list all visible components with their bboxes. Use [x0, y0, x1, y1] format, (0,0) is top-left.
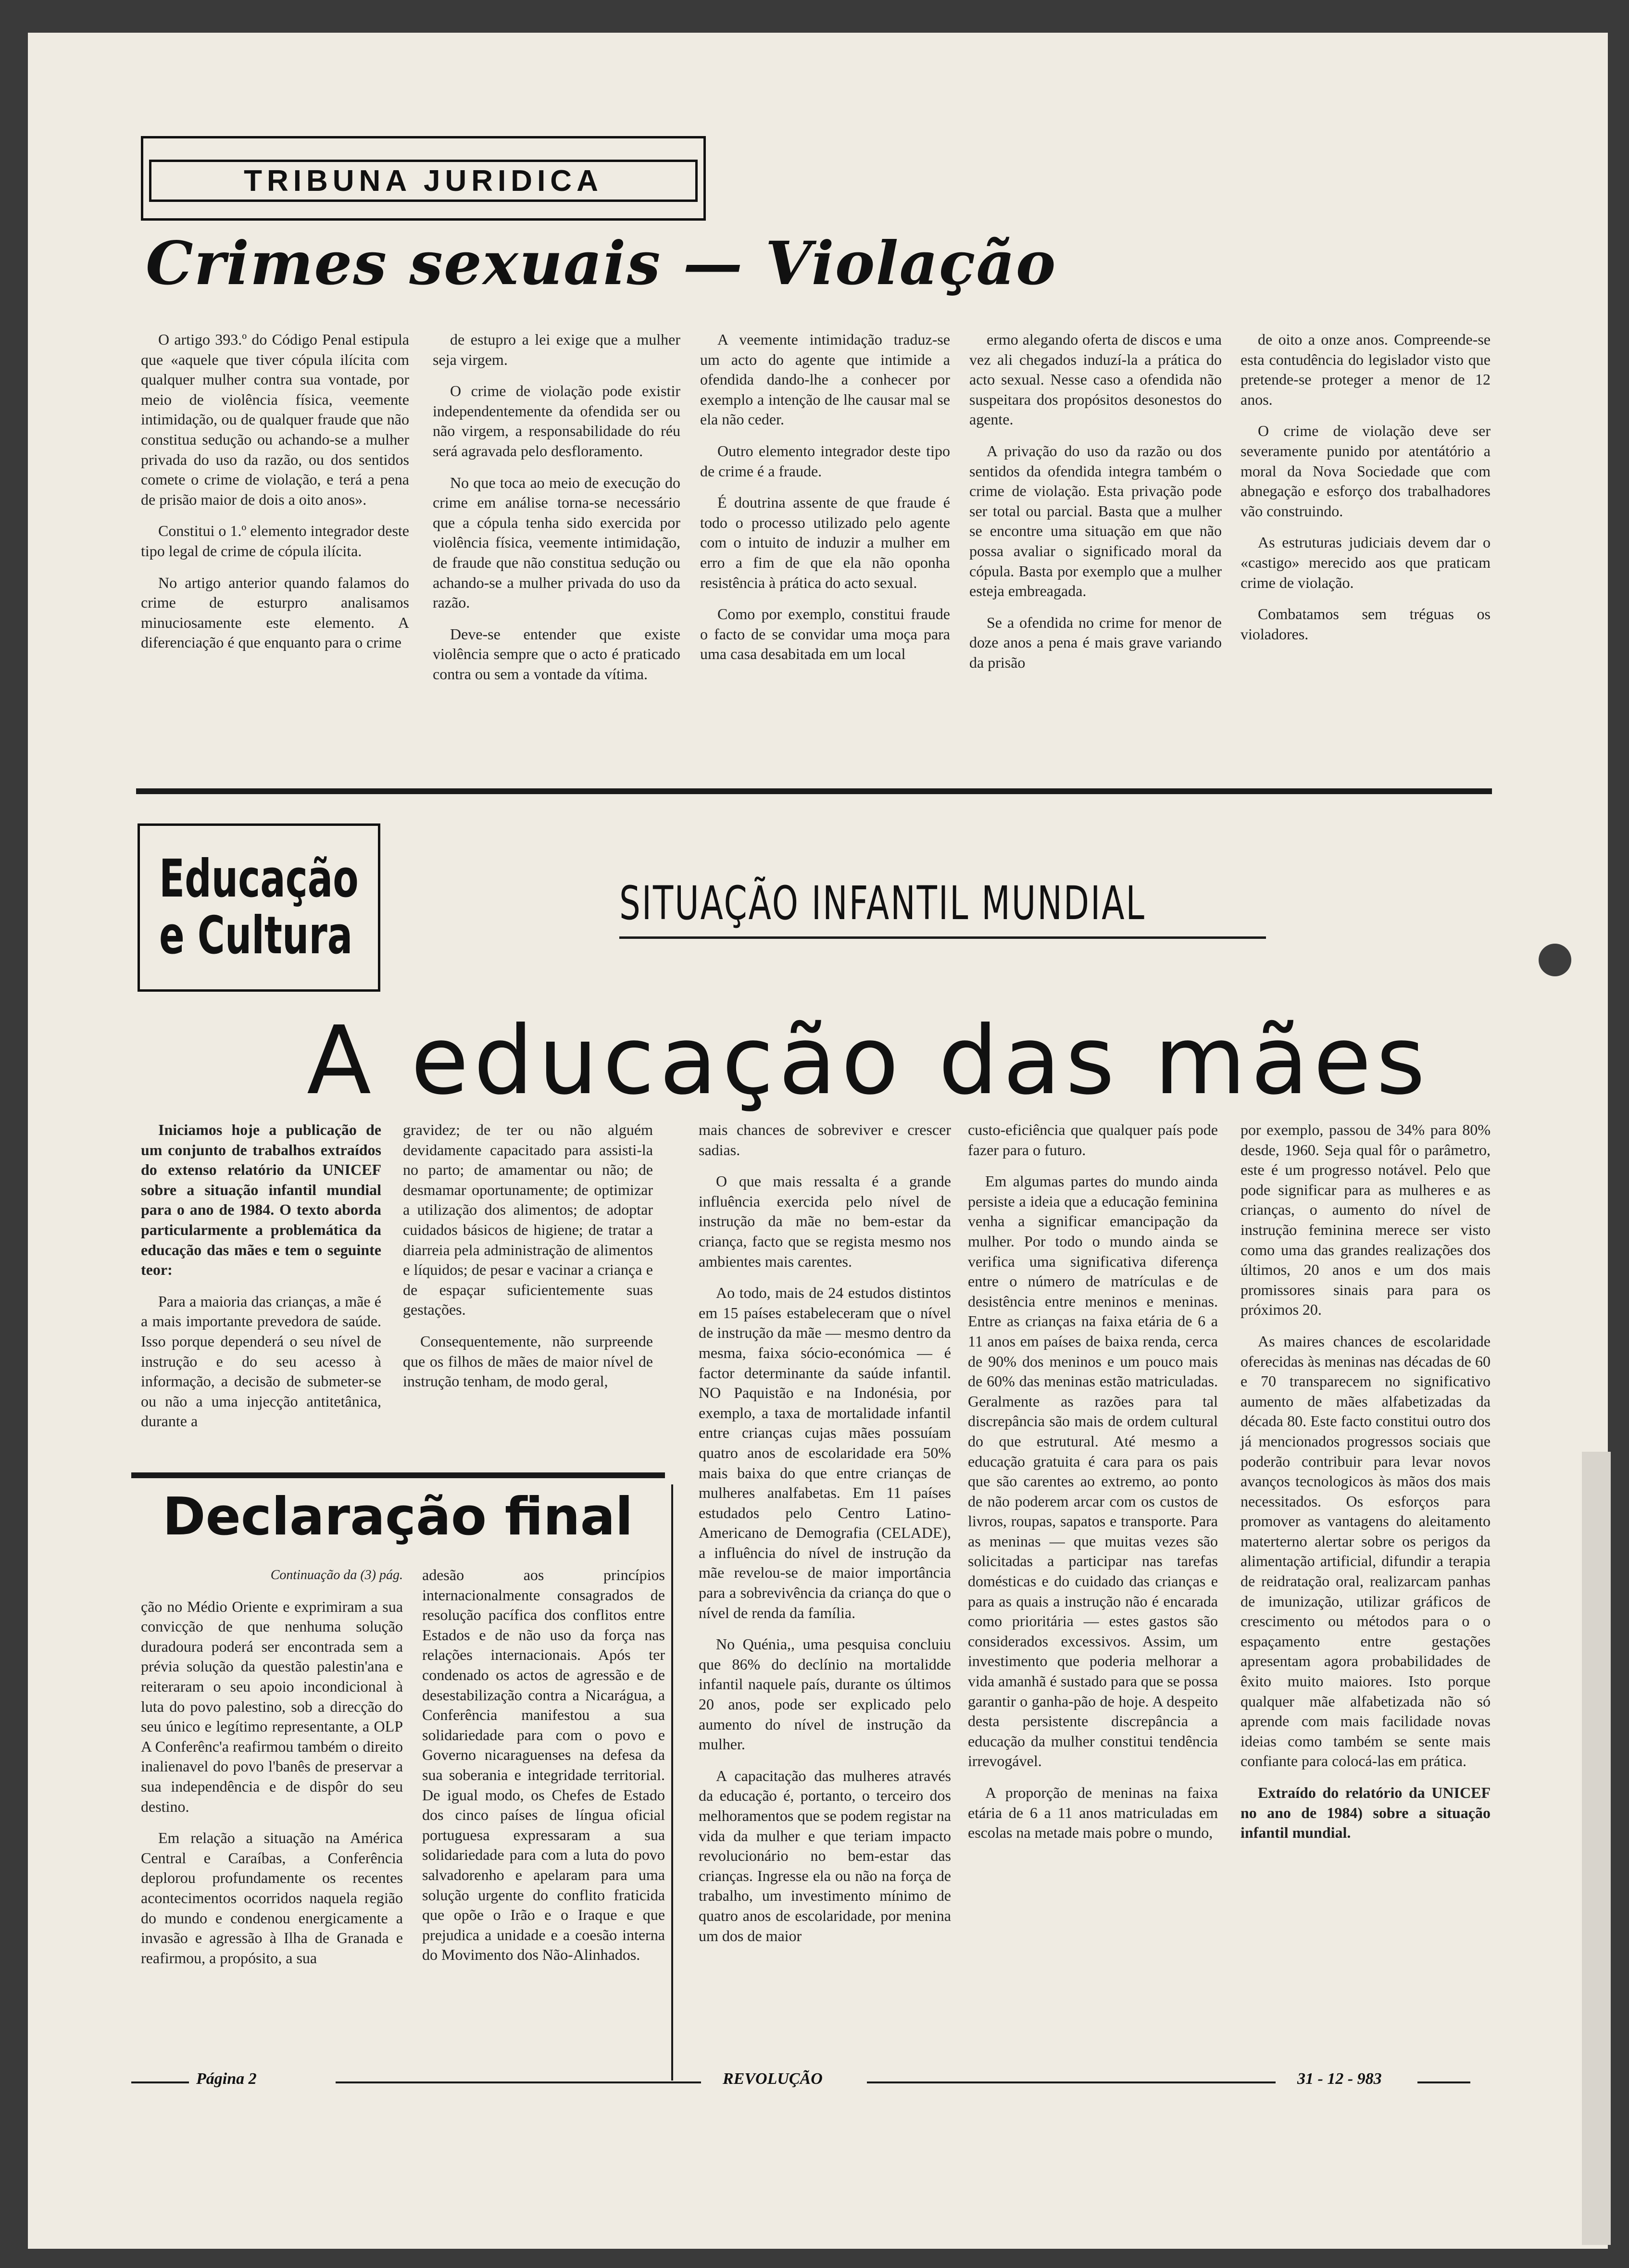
- paragraph: mais chances de sobreviver e crescer sadias.: [699, 1121, 951, 1159]
- paragraph: A privação do uso da razão ou dos sentidos da ofendida integra também o crime de violação. Esta privação pode ser total ou parcial. Basta que a mulher se encontre uma situação em que não possa avaliar o significado moral da cópula. Basta por exemplo que a mulher esteja embreagada.: [969, 442, 1222, 600]
- paragraph: Constitui o 1.º elemento integrador deste tipo legal de crime de cópula ilícita.: [141, 522, 409, 560]
- article-kicker: SITUAÇÃO INFANTIL MUNDIAL: [619, 876, 1146, 930]
- education-column-4: [968, 1120, 1218, 1855]
- newspaper-page: [28, 33, 1608, 2249]
- crimes-column-5: [1241, 330, 1491, 656]
- article-title: Declaração final: [163, 1487, 633, 1547]
- paragraph: A capacitação das mulheres através da educação é, portanto, o terceiro dos melhoramentos que se podem registar na vida da mulher e que teriam impacto revolucionário no bem-estar das crianças. Ingresse ela ou não na força de trabalho, um investimento mínimo de quatro anos de escolaridade, por menina um dos de maior: [699, 1767, 951, 1944]
- article-title: A educação das mães: [307, 1006, 1430, 1116]
- column-divider: [671, 1484, 673, 2081]
- footer-rule: [336, 2081, 701, 2083]
- section-divider: [131, 1472, 665, 1478]
- footer-rule: [867, 2081, 1276, 2083]
- paragraph: As maires chances de escolaridade oferecidas às meninas nas décadas de 60 e 70 transparecem no significativo aumento de mães alfabetizadas da década 80. Este facto constitui outro dos já mencionados progressos sociais que poderão contribuir para levar novos avanços tecnologicos às mãos dos mais necessitados. Os esforços para promover as vantagens do aleitamento materterno alertar sobre os perigos da alimentação artificial, difundir a terapia de reidratação oral, realizarcam panhas de imunização, utilizar gráficos de crescimento ou métodos para o o espaçamento entre gestações apresentam agora probabilidades de êxito muito maiores. Isto porque qualquer mãe alfabetizada não só aprende com mais facilidade novas ideias como também se sente mais confiante para colocá-las em prática.: [1241, 1332, 1491, 1770]
- page-number: Página 2: [196, 2070, 257, 2088]
- source-note: Extraído do relatório da UNICEF no ano de 1984) sobre a situação infantil mundial.: [1241, 1784, 1491, 1842]
- paragraph: No artigo anterior quando falamos do crime de esturpro analisamos minuciosamente este elemento. A diferenciação é que enquanto para o crime: [141, 573, 409, 651]
- paragraph: No que toca ao meio de execução do crime em análise torna-se necessário que a cópula tenha sido exercida por violência física, veemente intimidação, de fraude que não constitua sedução ou achando-se a mulher privada do uso da razão.: [433, 474, 680, 611]
- paragraph: O artigo 393.º do Código Penal estipula que «aquele que tiver cópula ilícita com qualquer mulher contra sua vontade, por meio de violência física, veemente intimidação, ou de qualquer fraude que não constitua sedução ou achando-se a mulher privada do uso da razão, ou dos sentidos comete o crime de violação, e terá a pena de prisão maior de dois a oito anos».: [141, 331, 409, 508]
- paragraph: As estruturas judiciais devem dar o «castigo» merecido aos que praticam crime de violação.: [1241, 534, 1491, 591]
- paragraph: No Quénia,, uma pesquisa concluiu que 86% do declínio na mortalidde infantil naquele país, durante os últimos 20 anos, pode ser explicado pelo aumento do nível de instrução da mulher.: [699, 1635, 951, 1753]
- issue-date: 31 - 12 - 983: [1297, 2070, 1382, 2088]
- crimes-column-2: [433, 330, 680, 696]
- crimes-column-3: [700, 330, 950, 676]
- paragraph: Combatamos sem tréguas os violadores.: [1241, 605, 1491, 643]
- paragraph: A veemente intimidação traduz-se um acto do agente que intimide a ofendida dando-lhe a conhecer por exemplo a intenção de lhe causar mal se ela não ceder.: [700, 331, 950, 428]
- section-label-box: [141, 136, 706, 221]
- paragraph: por exemplo, passou de 34% para 80% desde, 1960. Seja qual fôr o parâmetro, este é um progresso notável. Pelo que pode significar para as mulheres e as crianças, o aumento do nível de instrução feminina merece ser visto como uma das grandes realizações dos últimos, 20 anos e um dos mais promissores sinais para para os próximos 20.: [1241, 1121, 1491, 1319]
- paragraph: É doutrina assente de que fraude é todo o processo utilizado pelo agente com o intuito de induzir a mulher em erro a fim de que ela não oponha resistência à prática do acto sexual.: [700, 494, 950, 591]
- crimes-column-1: [141, 330, 409, 664]
- education-column-2: [403, 1120, 653, 1403]
- paragraph: Deve-se entender que existe violência sempre que o acto é praticado contra ou sem a vontade da vítima.: [433, 625, 680, 683]
- crimes-column-4: [969, 330, 1222, 685]
- declaration-column-2: [422, 1565, 665, 1977]
- paragraph: Ao todo, mais de 24 estudos distintos em 15 países estabeleceram que o nível de instrução da mãe — mesmo dentro da mesma, faixa sócio-económica — é factor determinante da saúde infantil. NO Paquistão e na Indonésia, por exemplo, a taxa de mortalidade infantil entre crianças cujas mães possuíam quatro anos de escolaridade era 50% mais baixa do que entre crianças de mulheres analfabetas. Em 11 países estudados pelo Centro Latino-Americano de Demografia (CELADE), a influência do nível de instrução da mãe revelou-se de maior importância para a sobrevivência da criança do que o nível de renda da família.: [699, 1284, 951, 1621]
- footer-rule: [131, 2081, 189, 2083]
- edge-strip: [1582, 1452, 1611, 2245]
- paragraph: Como por exemplo, constitui fraude o facto de se convidar uma moça para uma casa desabitada em um local: [700, 605, 950, 663]
- paragraph: Em algumas partes do mundo ainda persiste a ideia que a educação feminina venha a significar emancipação da mulher. Por todo o mundo ainda se verifica uma significativa diferença entre o número de matrículas e de desistência entre meninos e meninas. Entre as crianças na faixa etária de 6 a 11 anos em países de baixa renda, cerca de 90% dos meninos e um pouco mais de 60% das meninas estão matriculadas. Geralmente as razões para tal discrepância são mais de ordem cultural do que estrutural. Até mesmo a educação gratuita é cara para os pais que são carentes ao extremo, ao ponto de não poderem arcar com os custos de livros, roupas, sapatos e transporte. Para as meninas — que muitas vezes são solicitadas a participar nas tarefas domésticas e do cuidado das crianças e para as quais a instrução não é encarada como prioritária — estes gastos são considerados excessivos. Assim, um investimento que poderia melhorar a vida amanhã é sustado para que se possa garantir o ganha-pão de hoje. A despeito desta persistente discrepância a educação da mulher constitui tendência irrevogável.: [968, 1172, 1218, 1770]
- paragraph: Para a maioria das crianças, a mãe é a mais importante prevedora de saúde. Isso porque dependerá o seu nível de instrução e do seu acesso à informação, a decisão de submeter-se ou não a uma injecção antitetânica, durante a: [141, 1292, 381, 1430]
- paragraph: A proporção de meninas na faixa etária de 6 a 11 anos matriculadas em escolas na metade mais pobre o mundo,: [968, 1784, 1218, 1842]
- punch-hole: [1539, 944, 1571, 976]
- paragraph: ção no Médio Oriente e exprimiram a sua convicção de que nenhuma solução duradoura poderá ser encontrada sem a prévia solução da questão palestin'ana e reiteraram o seu apoio incondicional à luta do povo palestino, sob a direcção do seu único e legítimo representante, a OLP A Conferênc'a reafirmou também o direito inalienavel do povo l'banês de preservar a sua independência e de dispôr do seu destino.: [141, 1597, 403, 1815]
- section-label-inner: [149, 160, 698, 202]
- footer-rule: [1417, 2081, 1470, 2083]
- paragraph: adesão aos princípios internacionalmente consagrados de resolução pacífica dos conflitos entre Estados e de não uso da força nas relações internacionais. Após ter condenado os actos de agressão e de desestabilização contra a Nicarágua, a Conferência manifestou a sua solidariedade para com o povo e Governo nicaraguenses na defesa da sua soberania e integridade territorial. De igual modo, os Chefes de Estado dos cinco países de língua oficial portuguesa expressaram a sua solidariedade para com a luta do povo salvadorenho e apelaram para uma solução urgente do conflito fraticida que opõe o Irão e o Iraque e que prejudica a unidade e a coesão interna do Movimento dos Não-Alinhados.: [422, 1566, 665, 1964]
- paragraph: custo-eficiência que qualquer país pode fazer para o futuro.: [968, 1121, 1218, 1159]
- paragraph: de estupro a lei exige que a mulher seja virgem.: [433, 331, 680, 368]
- paragraph: O crime de violação deve ser severamente punido por atentátório a moral da Nova Sociedade que com abnegação e esforço dos trabalhadores vão construindo.: [1241, 422, 1491, 520]
- paragraph: O crime de violação pode existir independentemente da ofendida ser ou não virgem, a responsabilidade do réu será agravada pelo desfloramento.: [433, 382, 680, 460]
- paragraph: Em relação a situação na América Central e Caraíbas, a Conferência deplorou profundamente os recentes acontecimentos ocorridos naquela região do mundo e condenou energicamente a invasão e agressão à Ilha de Granada e reafirmou, a propósito, a sua: [141, 1829, 403, 1967]
- paragraph: Outro elemento integrador deste tipo de crime é a fraude.: [700, 442, 950, 480]
- declaration-column-1: [141, 1565, 403, 1980]
- article-title: Crimes sexuais — Violação: [146, 229, 1057, 299]
- education-column-1: [141, 1120, 381, 1443]
- article-intro: Iniciamos hoje a publicação de um conjunto de trabalhos extraídos do extenso relatório da UNICEF sobre a situação infantil mundial para o ano de 1984. O texto aborda particularmente a problemática da educação das mães e tem o seguinte teor:: [141, 1121, 381, 1279]
- publication-name: REVOLUÇÃO: [723, 2070, 823, 2088]
- section-label-line: Educação: [159, 849, 359, 909]
- paragraph: Se a ofendida no crime for menor de doze anos a pena é mais grave variando da prisão: [969, 613, 1222, 671]
- section-label-line: e Cultura: [159, 906, 353, 966]
- education-column-3: [699, 1120, 951, 1957]
- continuation-note: Continuação da (3) pág.: [270, 1568, 403, 1583]
- paragraph: ermo alegando oferta de discos e uma vez ali chegados induzí-la a prática do acto sexual. Nesse caso a ofendida não suspeitara dos propósitos desonestos do agente.: [969, 331, 1222, 428]
- paragraph: Consequentemente, não surpreende que os filhos de mães de maior nível de instrução tenham, de modo geral,: [403, 1332, 653, 1390]
- education-column-5: [1241, 1120, 1491, 1855]
- paragraph: de oito a onze anos. Compreende-se esta contudência do legislador visto que pretende-se proteger a menor de 12 anos.: [1241, 331, 1491, 408]
- paragraph: gravidez; de ter ou não alguém devidamente capacitado para assisti-la no parto; de amamentar ou não; de desmamar oportunamente; de optimizar a utilização dos alimentos; de adoptar cuidados básicos de higiene; de tratar a diarreia pela administração de alimentos e líquidos; de pesar e vacinar a criança e de espaçar suficientemente suas gestações.: [403, 1121, 653, 1319]
- section-label: TRIBUNA JURIDICA: [244, 164, 603, 198]
- kicker-underline: [619, 936, 1266, 939]
- paragraph: O que mais ressalta é a grande influência exercida pelo nível de instrução da mãe no bem-estar da criança, facto que se regista mesmo nos ambientes mais carentes.: [699, 1172, 951, 1270]
- section-divider: [136, 788, 1492, 794]
- section-label-box: [138, 823, 380, 992]
